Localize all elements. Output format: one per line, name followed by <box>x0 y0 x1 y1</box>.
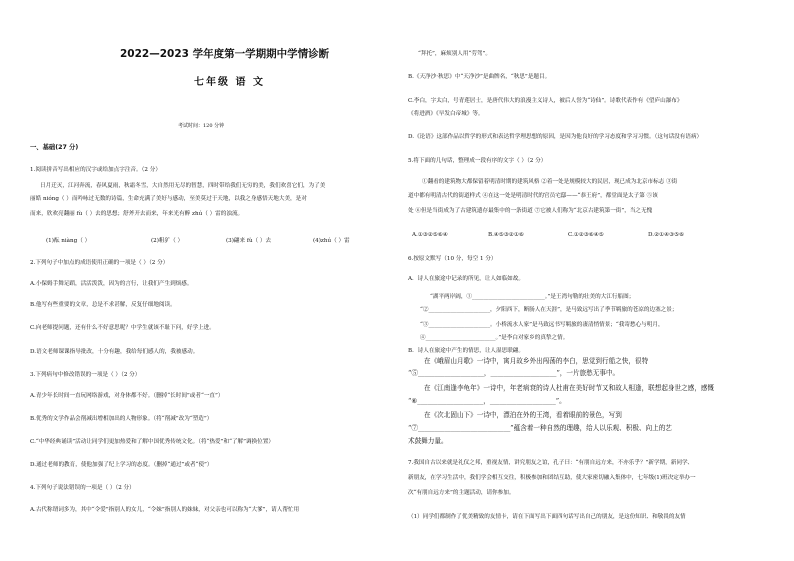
q7-sub-question: （1）同学们都制作了优美精致的友情卡，请在下面写出下面四句话写出自己的朋友，是这份知识、和敬畏的友情 <box>408 514 686 520</box>
q6-line: ④_________________________。”是李白对家乡的真挚之情。 <box>420 335 569 341</box>
q1-passage-line: 日月迁灭，江河奔流，春风夏雨，秋霜冬雪，大自然用无尽的智慧，四时带给我们无穷的美，我们欢喜它们，为了美 <box>40 183 326 189</box>
q1-blank: (2)粗犷（ ） <box>151 238 184 244</box>
q3-option-c: C.“中华经典诵读”活动让同学们更加热爱和了解中国优秀传统文化。（将“热爱”和“了解”调换位置） <box>30 439 274 445</box>
q5-option: A.①③②⑤⑥④ <box>412 232 448 238</box>
q5-option: D.②①④③⑤⑥ <box>648 232 685 238</box>
q3-option-d: D.通过老师的教育，使他加强了纪上学习的态度。（删掉“通过”或者“使”） <box>30 462 213 468</box>
q6-line: 术鼓舞力量。 <box>408 437 448 445</box>
q7-intro: 次“有朋自远方来”的主题活动，请你参加。 <box>408 490 515 496</box>
q6-line: “⑤____________________，____________________”，一片旅愁无事中。 <box>408 369 620 377</box>
q2-option-c: C.向老师提问题，还有什么不好意思呢？中学生就该不耻下问，好学上进。 <box>30 325 215 331</box>
q6-part-a: A．诗人在旅途中记录的所见，让人如临如故。 <box>408 276 524 282</box>
q5-option: C.①②③⑥④⑤ <box>568 232 604 238</box>
q2-option-d: D.语文老师课课指导批改，十分有趣，我给每们感人的，我被感动。 <box>30 349 199 355</box>
q4-option-a-continued: “拜托”，麻烦别人用“劳驾”。 <box>418 51 491 57</box>
q1-blank: (1)酝 niàng（ ） <box>46 238 91 244</box>
q7-intro: 新朋友，在学习生活中，我们学会相互交往，积极参加和团结互助，使大家密切融入集体中，七年级(1)班决定举办一 <box>408 475 696 481</box>
q6-line: 在《次北固山下》一诗中，漂泊在外的王湾，看着眼前的景色，写到 <box>424 411 622 419</box>
exam-time: 考试时间：120 分钟 <box>178 123 225 129</box>
q4-stem: 4.下列句子说法错误的一项是（ ）（2 分） <box>30 485 135 491</box>
q6-line: “③______________________。小桥流水人家”是马致远书写羁旅的凄清悄情景；“我寄愁心与明月， <box>420 322 664 328</box>
q6-line: 在《峨眉山月歌》一诗中，寓月故乡外出闯荡的李白，思觉到行船之快，很特 <box>424 357 649 365</box>
q6-line: “⑦____________________________”蕴含着一种自然的理趣，给人以乐观、积极、向上的艺 <box>408 424 672 432</box>
q1-blank: (4)zhú（ ）雷 <box>313 238 350 244</box>
q6-line: “⑥____________________，____________________”。 <box>408 397 566 405</box>
q5-sentences: 处 ⑥但是当街成为了古建筑遗存最集中的一条街道 ⑦它被人们称为“北京古建筑第一街”，当之无愧 <box>408 208 653 214</box>
section-1-heading: 一、基础(27 分) <box>30 144 79 151</box>
q4-option-d: D.《论语》这部作品以哲学的形式和表达哲学理思想的原因，是因为他良好的学习态度和学习习惯。（这句话没有语病） <box>408 134 703 140</box>
q2-option-a: A.小保姆手舞足蹈，活活泼泼，因为的言行，让我们产生到烦感。 <box>30 281 193 287</box>
right-column <box>408 0 770 561</box>
q1-blank: (3)翩来 fù（ ）去 <box>226 238 272 244</box>
q4-option-a: A.古代称谓词多为，其中“令爱”指别人的女儿，“令妹”指别人的妹妹，对父亲也可以称为“大爹”，请人帮忙用 <box>30 507 300 513</box>
q5-sentences: 道中都有明清古代的街道样式 ④在这一处是明清时代的官员宅邸——“恭王府”，都堂面是太子第 ⑤该 <box>408 193 658 199</box>
q2-stem: 2.下列句子中加点的成语使用正确的一项是（ ）（2 分） <box>30 260 169 266</box>
q6-stem: 6.按原文默写（10 分，每空 1 分） <box>408 256 497 262</box>
q5-stem: 5.将下面的几句话，整理成一段有序的文字（ ）（2 分） <box>408 158 547 164</box>
q3-stem: 3.下列病句中修改错误的一项是（ ）（2 分） <box>30 372 141 378</box>
exam-subtitle: 七年级 语 文 <box>194 77 265 88</box>
q5-sentences: ①翻看的建筑物大都保留着明清时期的建筑风格 ②着一处是规模较大的民居，现已成为北京市标志 ③街 <box>422 179 678 185</box>
q3-option-b: B.优秀的文学作品会削减出增相加出的人物形象。（将“削减”改为“塑造”） <box>30 416 213 422</box>
q2-option-b: B.他写有些重要的文章，总是不求甚解，反复仔细地阅读。 <box>30 302 176 308</box>
q6-line: “湖平两岸阔，①__________________________。”是王湾句勒的壮美的大江行船图； <box>430 294 635 300</box>
q1-passage-line: 丽皓 nióng（ ）而吟咏过无数的诗篇，生命充满了美好与感动，至美莫过于天地，以我之身感悟天地大美，是对 <box>30 196 307 202</box>
q7-intro: 7.我国自古以来就是礼仪之邦，重视友情，讲究朋友之谊，孔子曰：“有朋自远方来，不亦乐乎？”新学期，新同学、 <box>408 460 694 466</box>
q6-line: “②______________________，夕阳西下，断肠人在天涯”，是马致远写出了季节羁旅的苍凉的边塞之景； <box>420 307 678 313</box>
q1-passage-line: 而来，欣欢亮翻丽 fù（ ）去的思想；舒斧开去而来，年来光有醉 zhú（ ）雷的浊流。 <box>30 211 244 217</box>
q1-stem: 1.阅读拼音写出相应的汉字或给加点字注音。（2 分） <box>30 167 161 173</box>
q6-line: 在《江南逢李龟年》一诗中，年老病衰的诗人杜甫在美好时节又和故人相逢，联想起身世之感，感慨 <box>424 384 715 392</box>
q3-option-a: A.青少年长时间一直玩网络游戏，对身体都不好。（删掉“长时间”或者“一直”） <box>30 393 224 399</box>
exam-title: 2022—2023 学年度第一学期期中学情诊断 <box>120 48 330 60</box>
q4-option-c-continued: 《将进酒》《早发白帝城》等。 <box>408 111 484 117</box>
q4-option-b: B.《天净沙·秋思》中“天净沙”是曲牌名，“秋思”是题目。 <box>408 74 551 80</box>
q4-option-c: C.李白，字太白，号青莲居士，是唐代伟大的浪漫主义诗人，被后人誉为“诗仙”。诗歌代表作有《望庐山瀑布》 <box>408 98 683 104</box>
left-column <box>30 0 390 561</box>
q5-option: B.④⑤③②①⑥ <box>488 232 524 238</box>
q6-part-b: B．诗人在旅途中产生的情思，让人湿思联翩。 <box>408 348 524 354</box>
